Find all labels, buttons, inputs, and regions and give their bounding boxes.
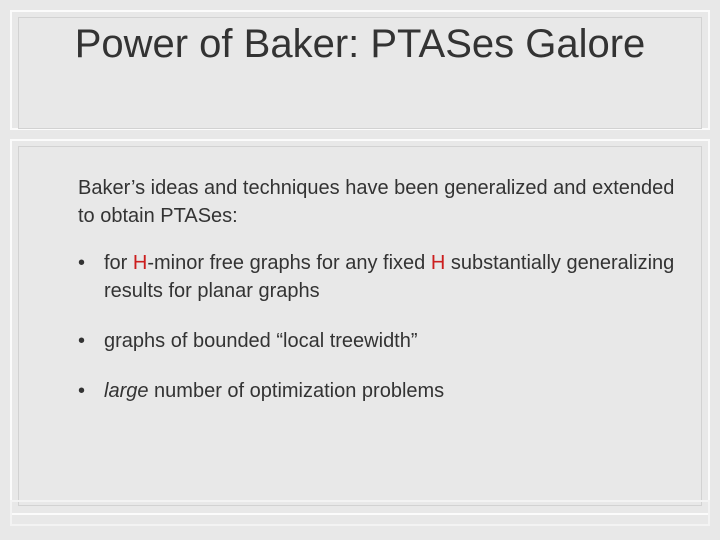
bullet2-text: graphs of bounded “local treewidth” [104,330,418,352]
bullet-item-local-treewidth [78,327,678,355]
bullet-item-h-minor [78,249,678,305]
bullet-dot: • [78,252,86,274]
intro-text: Baker’s ideas and techniques have been generalized and extended to obtain PTASes: [78,177,675,227]
bullet-list [78,249,678,405]
bullet-dot: • [78,330,86,352]
bullet1-pre: for [104,252,133,274]
bullet1-mid: -minor free graphs for any fixed [147,252,431,274]
bullet-dot: • [78,380,86,402]
bottom-frame [10,500,710,526]
bullet1-h-first: H [132,252,148,274]
bullet3-emphasis: large [104,380,149,402]
slide-body [78,174,678,427]
bullet1-h-second: H [430,252,446,274]
bullet-item-optimization [78,377,678,405]
bullet3-rest: number of optimization problems [148,380,445,402]
bullet1-post: substantially generalizing results for planar graphs [104,252,675,302]
slide-title: Power of Baker: PTASes Galore [74,22,646,66]
